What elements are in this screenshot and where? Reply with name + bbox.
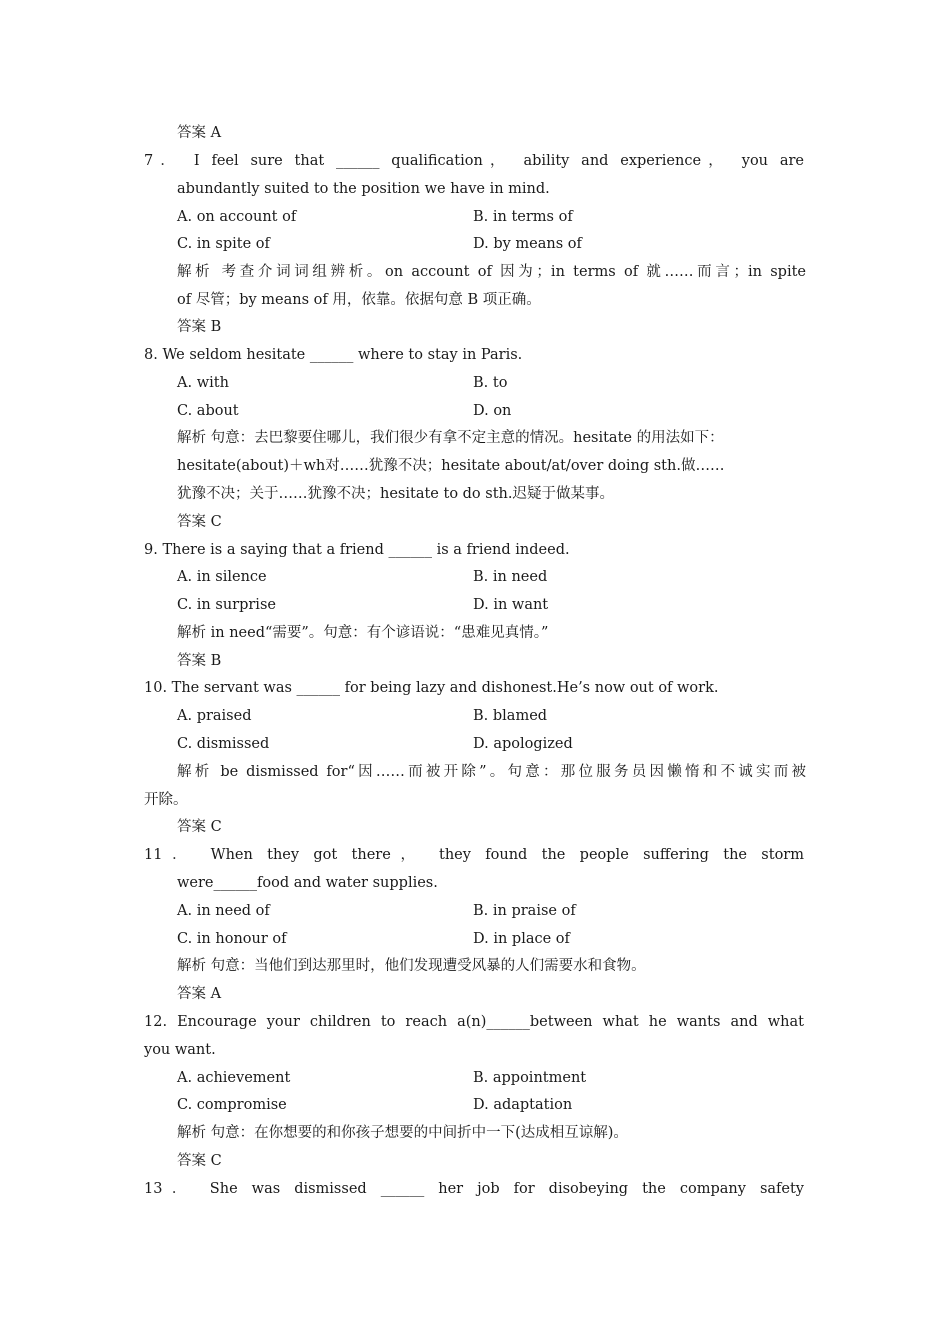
explanation-9: 解析 in need“需要”。句意：有个谚语说：“患难见真情。”: [177, 625, 549, 641]
explanation-11: 解析 句意：当他们到达那里时，他们发现遭受风暴的人们需要水和食物。: [177, 958, 646, 974]
answer-6: 答案 A: [177, 125, 222, 141]
question-8: 8. We seldom hesitate ______ where to stay in Paris.: [144, 347, 523, 363]
option-a: A. on account of: [177, 209, 297, 225]
answer-10: 答案 C: [177, 819, 222, 835]
explanation-8-cont: hesitate(about)＋wh对……犹豫不决；hesitate about/at/over doing sth.做……: [177, 458, 725, 474]
option-d: D. by means of: [473, 236, 582, 252]
answer-7: 答案 B: [177, 319, 222, 335]
option-c: C. in honour of: [177, 931, 287, 947]
question-7: 7． I feel sure that ______ qualification， ability and experience， you are: [144, 153, 804, 169]
question-12-cont: you want.: [144, 1042, 216, 1058]
question-7-cont: abundantly suited to the position we have in mind.: [177, 181, 550, 197]
option-b: B. blamed: [473, 708, 548, 724]
option-b: B. to: [473, 375, 508, 391]
question-11-cont: were______food and water supplies.: [177, 875, 438, 891]
option-b: B. appointment: [473, 1070, 587, 1086]
option-a: A. with: [177, 375, 229, 391]
option-d: D. in want: [473, 597, 549, 613]
option-d: D. apologized: [473, 736, 573, 752]
option-d: D. on: [473, 403, 512, 419]
option-c: C. in surprise: [177, 597, 276, 613]
answer-12: 答案 C: [177, 1153, 222, 1169]
explanation-10: 解析 be dismissed for“因……而被开除”。句意：那位服务员因懒惰和不诚实而被: [177, 764, 806, 780]
option-a: A. in need of: [177, 903, 270, 919]
explanation-8: 解析 句意：去巴黎要住哪儿，我们很少有拿不定主意的情况。hesitate 的用法如下：: [177, 430, 724, 446]
explanation-7: 解析 考查介词词组辨析。on account of 因为；in terms of 就……而言；in spite: [177, 264, 806, 280]
option-a: A. in silence: [177, 569, 267, 585]
question-13: 13． She was dismissed ______ her job for disobeying the company safety: [144, 1181, 804, 1197]
option-b: B. in need: [473, 569, 548, 585]
option-c: C. in spite of: [177, 236, 270, 252]
option-c: C. dismissed: [177, 736, 270, 752]
option-a: A. praised: [177, 708, 252, 724]
answer-9: 答案 B: [177, 653, 222, 669]
question-9: 9. There is a saying that a friend ______ is a friend indeed.: [144, 542, 570, 558]
option-b: B. in praise of: [473, 903, 576, 919]
question-10: 10. The servant was ______ for being lazy and dishonest.He’s now out of work.: [144, 680, 719, 696]
option-d: D. in place of: [473, 931, 570, 947]
question-11: 11． When they got there， they found the people suffering the storm: [144, 847, 804, 863]
option-c: C. about: [177, 403, 239, 419]
answer-8: 答案 C: [177, 514, 222, 530]
answer-11: 答案 A: [177, 986, 222, 1002]
explanation-7-cont: of 尽管；by means of 用，依靠。依据句意 B 项正确。: [177, 292, 541, 308]
option-b: B. in terms of: [473, 209, 573, 225]
explanation-12: 解析 句意：在你想要的和你孩子想要的中间折中一下(达成相互谅解)。: [177, 1125, 628, 1141]
option-d: D. adaptation: [473, 1097, 573, 1113]
option-c: C. compromise: [177, 1097, 287, 1113]
question-12: 12. Encourage your children to reach a(n)______between what he wants and what: [144, 1014, 804, 1030]
explanation-10-cont: 开除。: [144, 792, 188, 808]
option-a: A. achievement: [177, 1070, 291, 1086]
explanation-8-cont2: 犹豫不决；关于……犹豫不决；hesitate to do sth.迟疑于做某事。: [177, 486, 614, 502]
